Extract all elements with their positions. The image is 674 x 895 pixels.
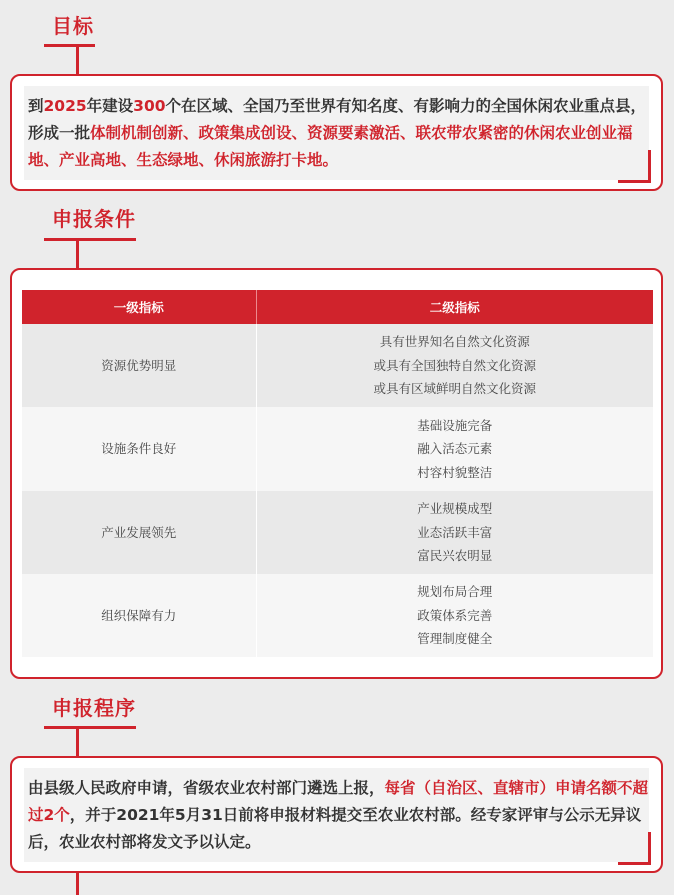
- secondary-item: 规划布局合理: [417, 584, 493, 600]
- goal-year: 2025: [43, 97, 87, 115]
- header-secondary-indicator: 二级指标: [256, 290, 653, 324]
- secondary-indicators: [256, 407, 653, 491]
- goal-corner-decoration: [618, 150, 651, 183]
- procedure-heading-underline: [44, 726, 136, 729]
- secondary-item: 基础设施完备: [417, 417, 493, 433]
- primary-indicator: 设施条件良好: [22, 407, 256, 491]
- procedure-connector: [76, 726, 79, 758]
- procedure-corner-decoration: [618, 832, 651, 865]
- secondary-item: 或具有全国独特自然文化资源: [373, 357, 536, 373]
- goal-text-part1: 到: [28, 97, 44, 115]
- primary-indicator: 资源优势明显: [22, 324, 256, 407]
- criteria-table: [22, 290, 653, 657]
- bottom-connector: [76, 873, 79, 895]
- table-row: [22, 407, 653, 491]
- secondary-indicators: [256, 491, 653, 574]
- secondary-item: 融入活态元素: [417, 441, 493, 457]
- goal-text-panel: [24, 86, 649, 180]
- goal-count: 300: [133, 97, 166, 115]
- header-primary-indicator: 一级指标: [22, 290, 256, 324]
- conditions-connector: [76, 238, 79, 270]
- secondary-item: 管理制度健全: [417, 631, 493, 647]
- procedure-highlight: 每省（自治区、直辖市）申请名额不超过2个: [28, 779, 649, 824]
- secondary-indicators: [256, 324, 653, 407]
- goal-highlight: 体制机制创新、政策集成创设、资源要素激活、联农带农紧密的休闲农业创业福地、产业高地、生态绿地、休闲旅游打卡地。: [28, 124, 633, 169]
- procedure-box: [10, 756, 663, 873]
- goal-connector: [76, 44, 79, 76]
- table-row: [22, 574, 653, 657]
- procedure-text-part2: ，并于2021年5月31日前将申报材料提交至农业农村部。经专家评审与公示无异议后，农业农村部将发文予以认定。: [28, 806, 642, 851]
- table-row: [22, 324, 653, 407]
- secondary-item: 村容村貌整洁: [417, 464, 493, 480]
- conditions-box: [10, 268, 663, 679]
- secondary-item: 具有世界知名自然文化资源: [379, 334, 530, 350]
- secondary-item: 业态活跃丰富: [417, 524, 493, 540]
- secondary-indicators: [256, 574, 653, 657]
- procedure-text-part1: 由县级人民政府申请，省级农业农村部门遴选上报，: [28, 779, 385, 797]
- procedure-heading: 申报程序: [52, 696, 136, 720]
- secondary-item: 产业规模成型: [417, 501, 493, 517]
- goal-text-part2: 年建设: [86, 97, 134, 115]
- procedure-text-panel: [24, 768, 649, 862]
- primary-indicator: 组织保障有力: [22, 574, 256, 657]
- goal-box: [10, 74, 663, 191]
- procedure-paragraph: [24, 768, 649, 856]
- secondary-item: 富民兴农明显: [417, 548, 493, 564]
- criteria-table-header: [22, 290, 653, 324]
- conditions-heading-underline: [44, 238, 136, 241]
- goal-text-part3: 个在区域、全国乃至世界有知名度、有影响力的全国休闲农业重点县，形成一批: [28, 97, 647, 142]
- primary-indicator: 产业发展领先: [22, 491, 256, 574]
- secondary-item: 政策体系完善: [417, 607, 493, 623]
- goal-paragraph: [24, 86, 649, 174]
- goal-heading: 目标: [52, 14, 94, 38]
- secondary-item: 或具有区域鲜明自然文化资源: [373, 381, 536, 397]
- goal-heading-underline: [44, 44, 95, 47]
- conditions-heading: 申报条件: [52, 207, 136, 231]
- table-row: [22, 491, 653, 574]
